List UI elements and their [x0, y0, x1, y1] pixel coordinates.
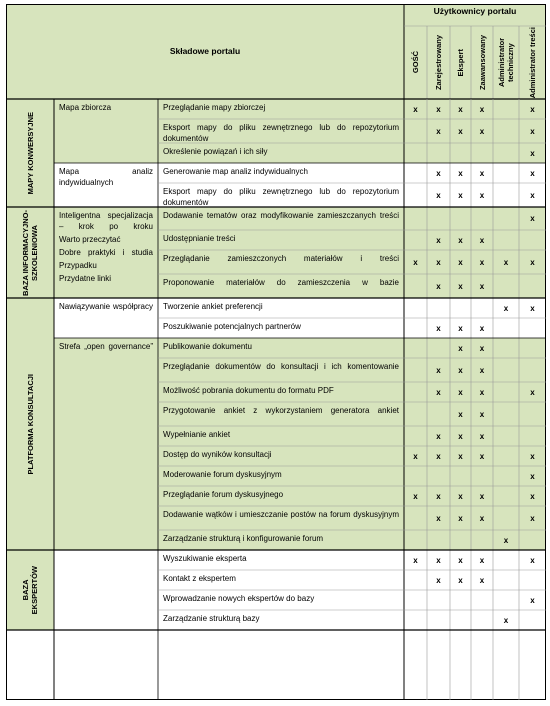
permission-mark: x — [450, 426, 471, 446]
role-header-label: Ekspert — [456, 48, 465, 77]
role-header-5 — [519, 26, 546, 99]
permission-mark: x — [404, 486, 427, 506]
permission-mark — [493, 99, 519, 119]
users-header — [404, 4, 546, 26]
permission-mark — [404, 298, 427, 318]
permission-mark: x — [450, 358, 471, 382]
permission-mark — [519, 530, 546, 550]
permission-mark — [493, 426, 519, 446]
permission-mark: x — [471, 446, 493, 466]
role-header-0 — [404, 26, 427, 99]
permission-mark — [427, 610, 450, 630]
permission-mark — [493, 230, 519, 250]
function-cell — [158, 506, 404, 530]
permission-mark: x — [450, 402, 471, 426]
function-label: Przeglądanie mapy zbiorczej — [163, 103, 266, 112]
role-header-4 — [493, 26, 519, 99]
permission-mark: x — [471, 274, 493, 298]
permission-mark — [519, 274, 546, 298]
section-label: MAPY KONWERSYJNE — [25, 111, 35, 195]
permission-mark: x — [450, 506, 471, 530]
permission-mark — [519, 402, 546, 426]
function-label: Zarządzanie strukturą bazy — [163, 614, 260, 623]
permission-mark — [493, 570, 519, 590]
permission-mark: x — [471, 426, 493, 446]
permission-mark — [450, 466, 471, 486]
permission-mark — [471, 590, 493, 610]
permission-mark — [519, 610, 546, 630]
permission-mark — [404, 163, 427, 183]
function-cell — [158, 530, 404, 550]
module-cell — [54, 99, 158, 163]
section-label: BAZA EKSPERTÓW — [21, 565, 39, 615]
permission-mark — [471, 298, 493, 318]
function-label: Proponowanie materiałów do zamieszczenia w bazie — [163, 278, 399, 287]
function-label: Przygotowanie ankiet z wykorzystaniem generatora ankiet — [163, 406, 399, 415]
section-cell — [6, 550, 54, 630]
permission-mark — [471, 466, 493, 486]
permission-mark: x — [471, 183, 493, 207]
permission-mark — [519, 318, 546, 338]
permission-mark: x — [519, 207, 546, 230]
permission-mark — [450, 298, 471, 318]
section-cell — [6, 207, 54, 298]
permission-mark — [404, 274, 427, 298]
permission-mark: x — [450, 250, 471, 274]
function-cell — [158, 207, 404, 230]
role-header-label: Zaawansowany — [477, 34, 487, 91]
function-label: Udostępnianie treści — [163, 234, 236, 243]
permission-mark: x — [471, 119, 493, 143]
permission-mark — [493, 590, 519, 610]
module-label: Przypadku — [59, 261, 97, 270]
permission-mark: x — [427, 506, 450, 530]
function-cell — [158, 358, 404, 382]
permission-mark: x — [471, 358, 493, 382]
function-label: Zarządzanie strukturą i konfigurowanie forum — [163, 534, 324, 543]
permission-mark: x — [471, 506, 493, 530]
function-cell — [158, 486, 404, 506]
permission-mark — [427, 338, 450, 358]
permission-mark: x — [493, 250, 519, 274]
permission-mark: x — [427, 230, 450, 250]
permission-mark: x — [519, 486, 546, 506]
permission-mark: x — [493, 530, 519, 550]
function-cell — [158, 250, 404, 274]
permission-mark: x — [404, 250, 427, 274]
permission-mark: x — [471, 382, 493, 402]
permission-mark — [404, 506, 427, 530]
permission-mark: x — [427, 550, 450, 570]
function-cell — [158, 426, 404, 446]
permission-mark — [519, 570, 546, 590]
permission-mark: x — [427, 250, 450, 274]
permission-mark — [471, 610, 493, 630]
permission-mark — [493, 358, 519, 382]
permission-mark — [493, 382, 519, 402]
function-label: Przeglądanie dokumentów do konsultacji i ich komentowanie — [163, 362, 399, 371]
permission-mark: x — [450, 382, 471, 402]
permission-mark — [404, 338, 427, 358]
permission-mark — [493, 318, 519, 338]
permission-mark — [493, 486, 519, 506]
permission-mark: x — [471, 570, 493, 590]
permission-mark — [450, 610, 471, 630]
function-cell — [158, 163, 404, 183]
permission-mark: x — [471, 250, 493, 274]
function-label: Eksport mapy do pliku zewnętrznego lub do repozytorium dokumentów — [163, 187, 399, 207]
permission-mark: x — [427, 318, 450, 338]
role-header-label: Administrator techniczny — [497, 37, 515, 88]
function-cell — [158, 610, 404, 630]
permission-mark: x — [471, 402, 493, 426]
function-label: Publikowanie dokumentu — [163, 342, 252, 351]
function-label: Eksport mapy do pliku zewnętrznego lub do repozytorium dokumentów — [163, 123, 399, 143]
permission-mark: x — [471, 163, 493, 183]
permission-mark: x — [450, 163, 471, 183]
section-label: PLATFORMA KONSULTACJI — [25, 373, 35, 475]
permissions-table — [6, 4, 546, 700]
module-cell — [54, 298, 158, 338]
role-header-label: Zarejestrowany — [434, 34, 443, 91]
permission-mark — [404, 207, 427, 230]
function-cell — [158, 298, 404, 318]
permission-mark: x — [519, 298, 546, 318]
permission-mark — [404, 530, 427, 550]
permission-mark: x — [471, 550, 493, 570]
function-cell — [158, 230, 404, 250]
permission-mark: x — [471, 338, 493, 358]
permission-mark: x — [493, 610, 519, 630]
permission-mark — [493, 183, 519, 207]
permission-mark — [404, 358, 427, 382]
permission-mark — [427, 143, 450, 163]
permission-mark: x — [450, 550, 471, 570]
function-label: Przeglądanie zamieszczonych materiałów i treści — [163, 254, 399, 263]
function-label: Generowanie map analiz indywidualnych — [163, 167, 308, 176]
function-label: Kontakt z ekspertem — [163, 574, 236, 583]
module-label: Dobre praktyki i studia — [59, 248, 153, 257]
permission-mark: x — [471, 230, 493, 250]
permission-mark — [450, 143, 471, 163]
components-header — [6, 4, 404, 99]
function-label: Moderowanie forum dyskusyjnym — [163, 470, 282, 479]
module-cell — [54, 207, 158, 298]
permission-mark: x — [450, 119, 471, 143]
permission-mark: x — [519, 119, 546, 143]
permission-mark — [404, 466, 427, 486]
permission-mark: x — [450, 570, 471, 590]
permission-mark — [493, 446, 519, 466]
components-header-label: Składowe portalu — [169, 46, 241, 56]
function-cell — [158, 590, 404, 610]
permission-mark — [493, 466, 519, 486]
function-label: Określenie powiązań i ich siły — [163, 147, 268, 156]
function-label: Wypełnianie ankiet — [163, 430, 231, 439]
function-label: Dodawanie wątków i umieszczanie postów na forum dyskusyjnym — [163, 510, 399, 519]
function-label: Możliwość pobrania dokumentu do formatu PDF — [163, 386, 334, 395]
module-label: Inteligentna specjalizacja – krok po kroku — [59, 211, 153, 231]
function-cell — [158, 338, 404, 358]
module-label: Strefa „open governance” — [59, 342, 153, 351]
permission-mark: x — [493, 298, 519, 318]
permission-mark: x — [427, 486, 450, 506]
function-cell — [158, 318, 404, 338]
function-label: Poszukiwanie potencjalnych partnerów — [163, 322, 301, 331]
permission-mark — [493, 119, 519, 143]
function-cell — [158, 119, 404, 143]
permission-mark — [404, 382, 427, 402]
permission-mark — [404, 590, 427, 610]
permission-mark — [427, 402, 450, 426]
permission-mark — [519, 230, 546, 250]
permission-mark: x — [450, 446, 471, 466]
permission-mark: x — [404, 446, 427, 466]
permission-mark — [404, 570, 427, 590]
users-header-label: Użytkownicy portalu — [433, 6, 517, 16]
permission-mark: x — [450, 99, 471, 119]
module-cell — [54, 338, 158, 550]
permission-mark — [493, 338, 519, 358]
permission-mark: x — [519, 183, 546, 207]
permission-mark: x — [519, 466, 546, 486]
permission-mark: x — [404, 550, 427, 570]
permission-mark: x — [450, 338, 471, 358]
function-label: Dodawanie tematów oraz modyfikowanie zamieszczanych treści — [163, 211, 399, 220]
module-cell — [54, 550, 158, 630]
permission-mark: x — [471, 99, 493, 119]
permission-mark — [493, 143, 519, 163]
permission-mark: x — [450, 318, 471, 338]
permission-mark — [404, 143, 427, 163]
section-cell — [6, 99, 54, 207]
function-cell — [158, 466, 404, 486]
role-header-label: Administrator treści — [528, 26, 537, 99]
permission-mark — [404, 610, 427, 630]
permission-mark: x — [450, 486, 471, 506]
function-cell — [158, 382, 404, 402]
permission-mark: x — [450, 274, 471, 298]
function-cell — [158, 402, 404, 426]
permission-mark — [519, 426, 546, 446]
module-label: Mapa zbiorcza — [59, 103, 112, 112]
permission-mark: x — [427, 274, 450, 298]
permission-mark: x — [519, 143, 546, 163]
role-header-3 — [471, 26, 493, 99]
permission-mark — [471, 530, 493, 550]
function-cell — [158, 570, 404, 590]
permission-mark: x — [427, 382, 450, 402]
permission-mark: x — [471, 486, 493, 506]
permission-mark: x — [427, 163, 450, 183]
permission-mark — [519, 358, 546, 382]
role-header-label: GOŚĆ — [411, 51, 420, 74]
permission-mark — [427, 590, 450, 610]
permission-mark — [493, 506, 519, 530]
permission-mark — [404, 119, 427, 143]
permission-mark: x — [427, 183, 450, 207]
module-label: Mapa analiz indywidualnych — [59, 167, 153, 187]
permission-mark — [427, 530, 450, 550]
permission-mark — [404, 318, 427, 338]
section-cell — [6, 298, 54, 550]
function-cell — [158, 183, 404, 207]
function-cell — [158, 446, 404, 466]
permission-mark: x — [519, 163, 546, 183]
permission-mark — [493, 402, 519, 426]
permission-mark: x — [427, 358, 450, 382]
permission-mark: x — [519, 590, 546, 610]
permission-mark — [450, 207, 471, 230]
permission-mark — [519, 338, 546, 358]
section-label: BAZA INFORMACYJNO- SZKOLENIOWA — [21, 209, 39, 296]
permission-mark — [404, 402, 427, 426]
module-label: Przydatne linki — [59, 274, 112, 283]
function-label: Przeglądanie forum dyskusyjnego — [163, 490, 284, 499]
permission-mark: x — [519, 550, 546, 570]
role-header-1 — [427, 26, 450, 99]
permission-mark — [493, 274, 519, 298]
permission-mark: x — [519, 250, 546, 274]
permission-mark: x — [450, 230, 471, 250]
permission-mark — [404, 230, 427, 250]
function-label: Wprowadzanie nowych ekspertów do bazy — [163, 594, 315, 603]
function-label: Dostęp do wyników konsultacji — [163, 450, 272, 459]
permission-mark — [404, 183, 427, 207]
permission-mark — [427, 298, 450, 318]
permission-mark — [427, 466, 450, 486]
function-cell — [158, 99, 404, 119]
permission-mark — [450, 590, 471, 610]
permission-mark: x — [519, 446, 546, 466]
permission-mark: x — [427, 570, 450, 590]
permission-mark — [450, 530, 471, 550]
permission-mark — [404, 426, 427, 446]
permission-mark: x — [450, 183, 471, 207]
module-label: Nawiązywanie współpracy — [59, 302, 153, 311]
permission-mark — [493, 207, 519, 230]
permission-mark — [471, 207, 493, 230]
permission-mark — [471, 143, 493, 163]
permission-mark: x — [427, 119, 450, 143]
function-label: Tworzenie ankiet preferencji — [163, 302, 263, 311]
permission-mark — [493, 550, 519, 570]
module-cell — [54, 163, 158, 207]
function-label: Wyszukiwanie eksperta — [163, 554, 247, 563]
function-cell — [158, 143, 404, 163]
permission-mark: x — [427, 99, 450, 119]
permission-mark: x — [519, 99, 546, 119]
permission-mark: x — [519, 382, 546, 402]
function-cell — [158, 550, 404, 570]
permission-mark: x — [427, 446, 450, 466]
permission-mark: x — [404, 99, 427, 119]
permission-mark: x — [519, 506, 546, 530]
permission-mark — [493, 163, 519, 183]
permission-mark: x — [471, 318, 493, 338]
role-header-2 — [450, 26, 471, 99]
function-cell — [158, 274, 404, 298]
permission-mark — [427, 207, 450, 230]
permission-mark: x — [427, 426, 450, 446]
module-label: Warto przeczytać — [59, 235, 121, 244]
